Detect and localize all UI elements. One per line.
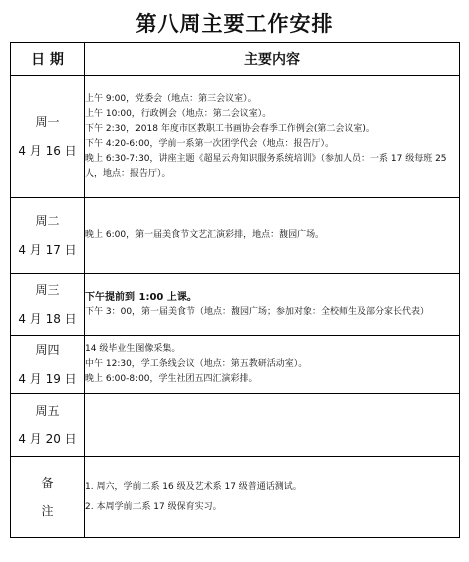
date-column-header: 日 期 bbox=[11, 43, 85, 76]
date-label: 4 月 19 日 bbox=[18, 371, 77, 386]
schedule-table bbox=[10, 42, 460, 538]
day-cell-thursday bbox=[11, 336, 85, 394]
date-label: 4 月 18 日 bbox=[18, 311, 77, 326]
page-title: 第八周主要工作安排 bbox=[135, 11, 334, 36]
weekday-label: 周五 bbox=[35, 403, 60, 418]
table-header-row bbox=[11, 43, 460, 76]
notes-content-cell bbox=[85, 457, 460, 538]
schedule-item: 14 级毕业生图像采集。 bbox=[85, 344, 181, 354]
schedule-item: 上午 10:00，行政例会（地点：第二会议室）。 bbox=[85, 108, 272, 119]
notes-label-2: 注 bbox=[41, 504, 54, 518]
table-row-wednesday bbox=[11, 274, 460, 336]
table-row-monday bbox=[11, 76, 460, 198]
weekday-label: 周三 bbox=[35, 283, 60, 298]
day-cell-monday bbox=[11, 76, 85, 198]
schedule-item: 中午 12:30，学工条线会议（地点：第五教研活动室）。 bbox=[85, 359, 308, 369]
content-cell-thursday bbox=[85, 336, 460, 394]
schedule-item: 下午 4:20-6:00，学前一系第一次团学代会（地点：报告厅）。 bbox=[85, 138, 335, 149]
date-label: 4 月 16 日 bbox=[18, 143, 77, 158]
weekday-label: 周二 bbox=[35, 214, 60, 229]
content-cell-tuesday bbox=[85, 198, 460, 274]
table-row-notes bbox=[11, 457, 460, 538]
content-column-header: 主要内容 bbox=[85, 43, 460, 76]
note-item: 1. 周六，学前二系 16 级及艺术系 17 级普通话测试。 bbox=[85, 482, 302, 492]
date-label: 4 月 20 日 bbox=[18, 432, 77, 446]
content-cell-friday bbox=[85, 394, 460, 457]
schedule-item: 晚上 6:00-8:00，学生社团五四汇演彩排。 bbox=[85, 374, 258, 384]
table-row-tuesday bbox=[11, 198, 460, 274]
schedule-item: 下午 2:30，2018 年度市区教职工书画协会春季工作例会(第二会议室)。 bbox=[85, 123, 375, 134]
schedule-item: 下午 3：00，第一届美食节（地点：馥园广场；参加对象：全校师生及部分家长代表） bbox=[85, 306, 430, 317]
weekday-label: 周一 bbox=[35, 115, 60, 130]
day-cell-friday bbox=[11, 394, 85, 457]
content-cell-monday bbox=[85, 76, 460, 198]
table-row-thursday bbox=[11, 336, 460, 394]
schedule-item-highlight: 下午提前到 1:00 上课。 bbox=[85, 291, 197, 303]
notes-label-1: 备 bbox=[41, 475, 54, 490]
day-cell-tuesday bbox=[11, 198, 85, 274]
content-cell-wednesday bbox=[85, 274, 460, 336]
schedule-item: 晚上 6:00，第一届美食节文艺汇演彩排，地点：馥园广场。 bbox=[85, 230, 325, 240]
schedule-item: 晚上 6:30-7:30，讲座主题《超星云舟知识服务系统培训》（参加人员：一系 17 级每班 25 人，地点：报告厅）。 bbox=[85, 153, 447, 179]
note-item: 2. 本周学前二系 17 级保育实习。 bbox=[85, 502, 222, 512]
date-label: 4 月 17 日 bbox=[18, 242, 77, 257]
schedule-item: 上午 9:00，党委会（地点：第三会议室）。 bbox=[85, 93, 257, 104]
notes-label-cell bbox=[11, 457, 85, 538]
day-cell-wednesday bbox=[11, 274, 85, 336]
weekday-label: 周四 bbox=[35, 343, 60, 358]
table-row-friday bbox=[11, 394, 460, 457]
